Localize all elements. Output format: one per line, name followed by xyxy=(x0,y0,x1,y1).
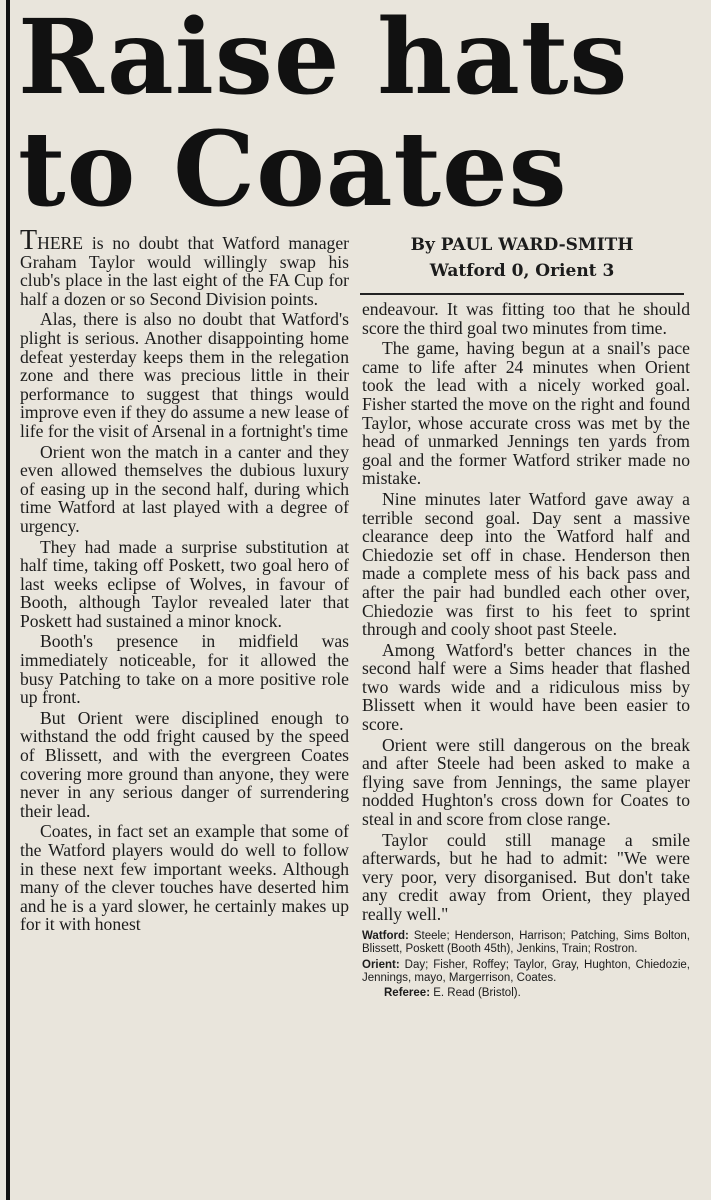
paragraph: Taylor could still manage a smile afterwards, but he had to admit: "We were very poor, very disorganised. But don't take any credit away from Orient, they played really well." xyxy=(362,829,690,924)
byline xyxy=(362,232,682,284)
referee-line xyxy=(384,986,690,1000)
paragraph: Nine minutes later Watford gave away a terrible second goal. Day sent a massive clearance deep into the Watford half and Chiedozie set off in chase. Henderson then made a complete mess of his back pass and after the pair had bundled each other over, Chiedozie was first to his feet to sprint through and cooly shoot past Steele. xyxy=(362,488,690,640)
paragraph xyxy=(20,225,349,309)
headline xyxy=(18,0,708,230)
drop-cap: T xyxy=(20,225,38,256)
paragraph: Orient were still dangerous on the break and after Steele had been asked to make a flying save from Jennings, the same player nodded Hughton's cross down for Coates to steal in and score from close range. xyxy=(362,734,690,830)
byline-score: Watford 0, Orient 3 xyxy=(429,261,615,281)
team-lineup-orient xyxy=(362,959,690,986)
paragraph-text: HERE is no doubt that Watford manager Graham Taylor would willingly swap his club's place in the last eight of the FA Cup for half a dozen or so Second Division points. xyxy=(20,233,349,309)
paragraph: But Orient were disciplined enough to withstand the odd fright caused by the speed of Blissett, and with the evergreen Coates covering more ground than anyone, they were never in any serious danger of surrendering their lead. xyxy=(20,707,349,821)
paragraph: Among Watford's better chances in the second half were a Sims header that flashed two wards wide and a ridiculous miss by Blissett when it would have been easier to score. xyxy=(362,639,690,735)
byline-author: By PAUL WARD-SMITH xyxy=(410,235,634,255)
column-rule xyxy=(6,0,10,1200)
referee-name: E. Read (Bristol). xyxy=(433,986,521,999)
byline-divider xyxy=(360,293,684,295)
team-label: Orient: xyxy=(362,958,400,971)
paragraph: Orient won the match in a canter and they even allowed themselves the dubious luxury of easing up in the second half, during which time Watford at last played with a degree of urgency. xyxy=(20,441,349,536)
paragraph: Booth's presence in midfield was immediately noticeable, for it allowed the busy Patching to take on a more positive role up front. xyxy=(20,631,349,708)
team-players: Day; Fisher, Roffey; Taylor, Gray, Hughton, Chiedozie, Jennings, mayo, Margerrison, Coates. xyxy=(362,958,690,985)
team-players: Steele; Henderson, Harrison; Patching, Sims Bolton, Blissett, Poskett (Booth 45th), Jenkins, Train; Rostron. xyxy=(362,929,690,956)
article-column-left xyxy=(20,225,349,936)
team-label: Watford: xyxy=(362,929,409,942)
paragraph: The game, having begun at a snail's pace came to life after 24 minutes when Orient took the lead with a nicely worked goal. Fisher started the move on the right and found Taylor, whose accurate cross was met by the head of unmarked Jennings ten yards from goal and the former Watford striker made no mistake. xyxy=(362,338,690,489)
paragraph: endeavour. It was fitting too that he should score the third goal two minutes from time. xyxy=(362,299,690,338)
team-lineup-watford xyxy=(362,930,690,957)
paragraph: Alas, there is also no doubt that Watford's plight is serious. Another disappointing home defeat yesterday keeps them in the relegation zone and there was precious little in their performance to suggest that things would improve even if they do assume a new lease of life for the visit of Arsenal in a fortnight's time xyxy=(20,309,349,441)
article-column-right xyxy=(362,300,690,1000)
referee-label: Referee: xyxy=(384,986,431,999)
headline-line-1: Raise hats xyxy=(18,0,629,118)
paragraph: They had made a surprise substitution at half time, taking off Poskett, two goal hero of last weeks eclipse of Wolves, in favour of Booth, although Taylor revealed later that Poskett had sustained a minor knock. xyxy=(20,536,349,631)
headline-line-2: to Coates xyxy=(18,109,568,230)
paragraph: Coates, in fact set an example that some of the Watford players would do well to follow in these next few important weeks. Although many of the clever touches have deserted him and he is a yard slower, he certainly makes up for it with honest xyxy=(20,821,349,935)
